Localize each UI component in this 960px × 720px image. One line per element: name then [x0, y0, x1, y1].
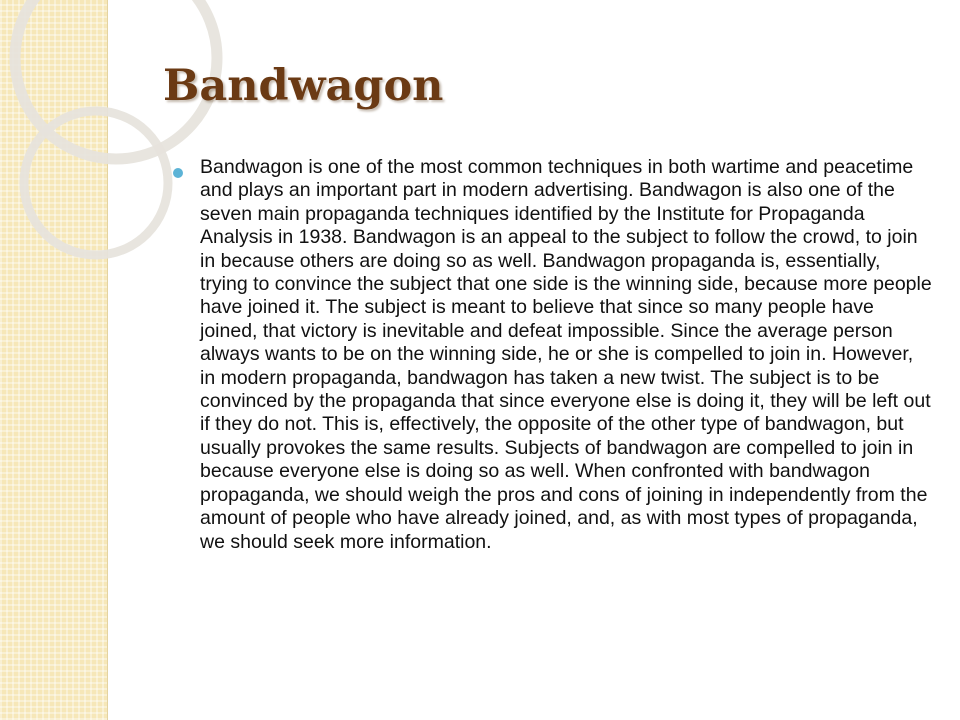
decorative-side-panel	[0, 0, 108, 720]
bullet-marker	[173, 168, 183, 178]
bullet-text: Bandwagon is one of the most common techniques in both wartime and peacetime and plays an important part in modern advertising. Bandwagon is also one of the seven main propaganda techniques identified by the Institute for Propaganda Analysis in 1938. Bandwagon is an appeal to the subject to follow the crowd, to join in because others are doing so as well. Bandwagon propaganda is, essentially, trying to convince the subject that one side is the winning side, because more people have joined it. The subject is meant to believe that since so many people have joined, that victory is inevitable and defeat impossible. Since the average person always wants to be on the winning side, he or she is compelled to join in. However, in modern propaganda, bandwagon has taken a new twist. The subject is to be convinced by the propaganda that since everyone else is doing it, they will be left out if they do not. This is, effectively, the opposite of the other type of bandwagon, but usually provokes the same results. Subjects of bandwagon are compelled to join in because everyone else is doing so as well. When confronted with bandwagon propaganda, we should weigh the pros and cons of joining in independently from the amount of people who have already joined, and, as with most types of propaganda, we should seek more information.	[200, 156, 932, 553]
slide-title: Bandwagon	[163, 61, 444, 111]
bullet-item	[173, 156, 933, 554]
